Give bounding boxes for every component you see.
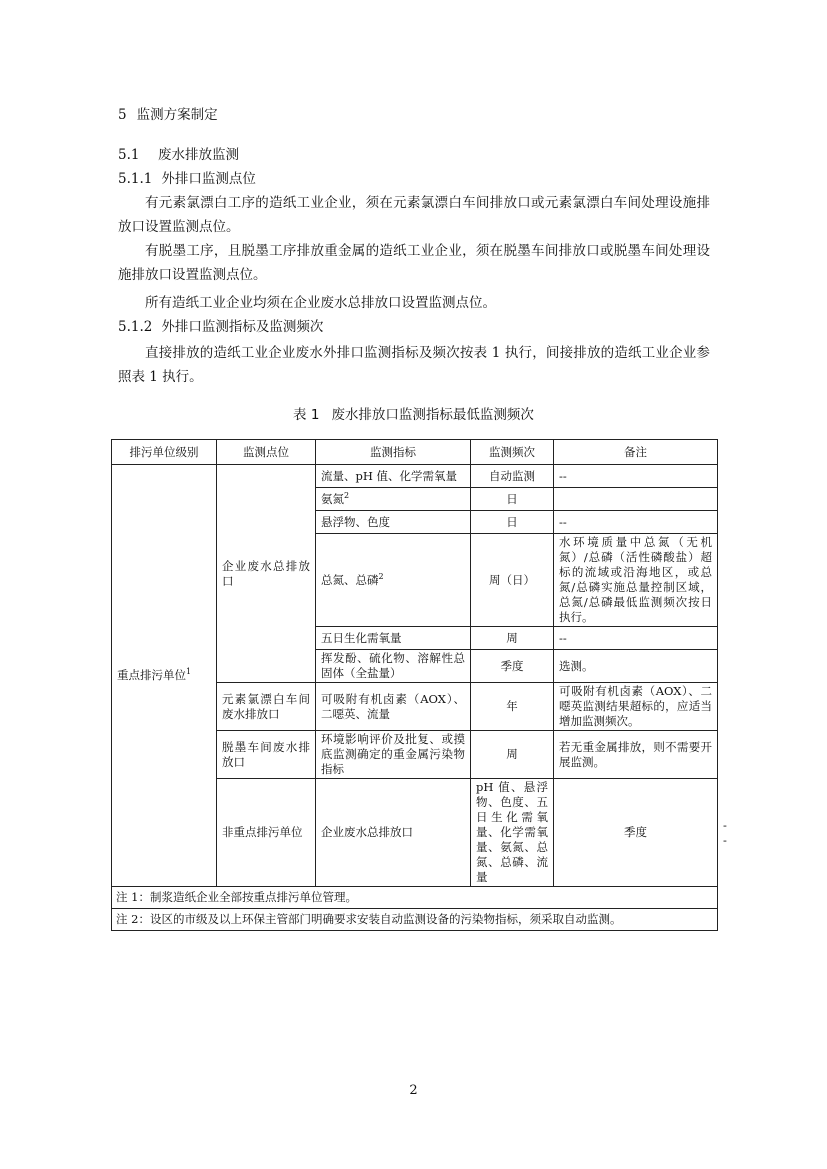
frequency-cell: 日 (471, 488, 554, 511)
table-note: 注 1：制浆造纸企业全部按重点排污单位管理。 (112, 887, 718, 909)
unit-level-cell: 重点排污单位$^1$ (112, 465, 217, 887)
paragraph: 有元素氯漂白工序的造纸工业企业，须在元素氯漂白车间排放口或元素氯漂白车间处理设施排放口设置监测点位。 (118, 195, 710, 235)
subsection-title: 废水排放监测 (158, 147, 239, 163)
subsubsection-title: 外排口监测指标及监测频次 (161, 319, 324, 335)
remark-cell: 若无重金属排放，则不需要开展监测。 (554, 731, 718, 779)
paragraph: 所有造纸工业企业均须在企业废水总排放口设置监测点位。 (145, 295, 496, 311)
table-note: 注 2：设区的市级及以上环保主管部门明确要求安装自动监测设备的污染物指标，须采取自动监测。 (112, 909, 718, 931)
remark-cell: 水环境质量中总氮（无机氮）/总磷（活性磷酸盐）超标的流域或沿海地区，或总氮/总磷实施总量控制区域，总氮/总磷最低监测频次按日执行。 (554, 534, 718, 627)
remark-cell (554, 488, 718, 511)
column-header: 排污单位级别 (112, 440, 217, 465)
table-caption (0, 406, 827, 424)
monitoring-point-cell: 脱墨车间废水排放口 (217, 731, 316, 779)
indicator-cell: 可吸附有机卤素（AOX）、二噁英、流量 (316, 683, 471, 731)
frequency-cell: 周 (471, 627, 554, 650)
paragraph: 有脱墨工序，且脱墨工序排放重金属的造纸工业企业，须在脱墨车间排放口或脱墨车间处理设施排放口设置监测点位。 (118, 243, 710, 283)
subsection-number: 5.1 (118, 147, 140, 163)
indicator-cell: 环境影响评价及批复、或摸底监测确定的重金属污染物指标 (316, 731, 471, 779)
section-title: 监测方案制定 (136, 107, 218, 123)
frequency-cell: 年 (471, 683, 554, 731)
table-header-row (112, 440, 718, 465)
indicator-cell: 五日生化需氧量 (316, 627, 471, 650)
frequency-cell: 周 (471, 731, 554, 779)
column-header: 监测指标 (316, 440, 471, 465)
table-note-row (112, 887, 718, 909)
remark-cell: 可吸附有机卤素（AOX）、二噁英监测结果超标的，应适当增加监测频次。 (554, 683, 718, 731)
monitoring-point-cell: 企业废水总排放口 (217, 465, 316, 683)
frequency-cell: 周（日） (471, 534, 554, 627)
indicator-cell: 氨氮$^2$ (316, 488, 471, 511)
footnote-ref: 2 (344, 490, 350, 500)
monitoring-point-cell: 企业废水总排放口 (316, 779, 471, 887)
remark-cell: -- (554, 627, 718, 650)
page-number: 2 (409, 1083, 418, 1098)
remark-cell: -- (554, 511, 718, 534)
subsubsection-number: 5.1.2 (118, 319, 153, 335)
footnote-ref: 1 (186, 667, 192, 677)
subsubsection-heading-1 (118, 170, 256, 188)
paragraph: 直接排放的造纸工业企业废水外排口监测指标及频次按表 1 执行，间接排放的造纸工业企业参照表 1 执行。 (118, 345, 710, 385)
table-caption-number: 表 1 (293, 407, 320, 423)
footnote-ref: 2 (378, 571, 384, 581)
subsubsection-title: 外排口监测点位 (161, 171, 256, 187)
table-note-row (112, 909, 718, 931)
unit-level-cell: 非重点排污单位 (217, 779, 316, 887)
column-header: 备注 (554, 440, 718, 465)
column-header: 监测频次 (471, 440, 554, 465)
remark-cell: -- (554, 465, 718, 488)
indicator-cell: 总氮、总磷$^2$ (316, 534, 471, 627)
section-number: 5 (118, 107, 127, 123)
frequency-cell: 季度 (554, 779, 718, 887)
indicator-cell: 悬浮物、色度 (316, 511, 471, 534)
indicator-cell: pH 值、悬浮物、色度、五日生化需氧量、化学需氧量、氨氮、总氮、总磷、流量 (471, 779, 554, 887)
frequency-cell: 季度 (471, 650, 554, 683)
frequency-cell: 日 (471, 511, 554, 534)
subsubsection-number: 5.1.1 (118, 171, 153, 187)
remark-cell: 选测。 (554, 650, 718, 683)
frequency-cell: 自动监测 (471, 465, 554, 488)
section-heading (118, 106, 218, 124)
subsubsection-heading-2 (118, 318, 323, 336)
indicator-cell: 挥发酚、硫化物、溶解性总固体（全盐量） (316, 650, 471, 683)
table-caption-title: 废水排放口监测指标最低监测频次 (331, 407, 534, 423)
column-header: 监测点位 (217, 440, 316, 465)
indicator-cell: 流量、pH 值、化学需氧量 (316, 465, 471, 488)
subsection-heading (118, 146, 239, 164)
table-row: 非重点排污单位 企业废水总排放口 pH 值、悬浮物、色度、五日生化需氧量、化学需氧量、氨氮、总氮、总磷、流量 季度 -- (112, 779, 718, 887)
monitoring-point-cell: 元素氯漂白车间废水排放口 (217, 683, 316, 731)
table-row (112, 465, 718, 488)
monitoring-table (111, 439, 727, 931)
